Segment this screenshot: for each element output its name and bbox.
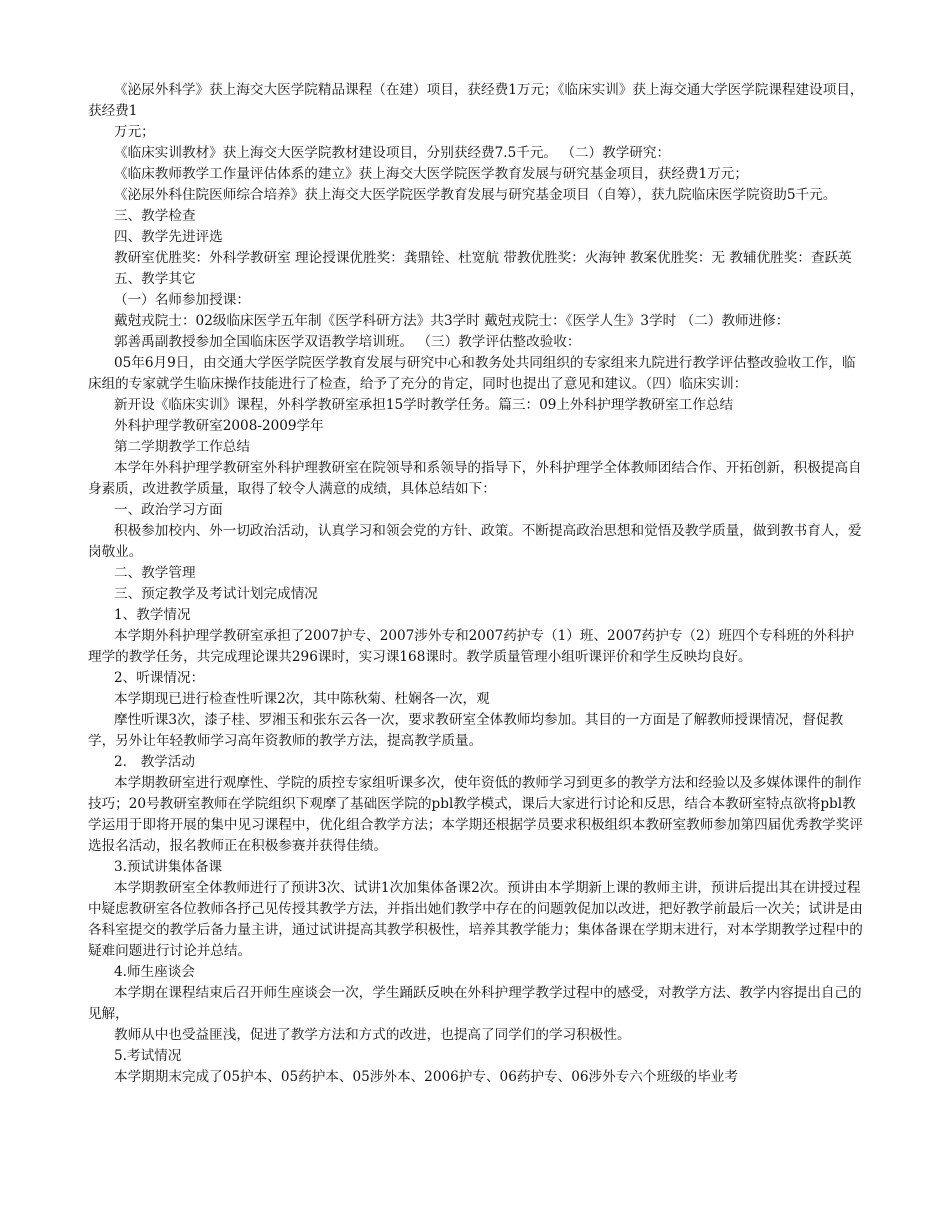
paragraph-residency-research: 《泌尿外科住院医师综合培养》获上海交大医学院医学教育发展与研究基金项目（自筹），获九院临床医学院资助5千元。 — [114, 187, 837, 203]
paragraph-textbook-funding: 《临床实训教材》获上海交大医学院教材建设项目，分别获经费7.5千元。 （二）教学研究： — [114, 145, 671, 161]
subheading-exam-status: 5.考试情况 — [114, 1048, 182, 1064]
paragraph-academician-lectures: 戴尅戎院士：02级临床医学五年制《医学科研方法》共3学时 戴尅戎院士：《医学人生》3学时 （二）教师进修： — [114, 313, 790, 329]
heading-political-study: 一、政治学习方面 — [114, 502, 223, 518]
heading-teaching-awards: 四、教学先进评选 — [114, 229, 223, 245]
paragraph-inspection-lectures: 本学期现已进行检查性听课2次，其中陈秋菊、杜娴各一次，观 — [114, 691, 490, 707]
paragraph-political-study: 积极参加校内、外一切政治活动，认真学习和领会党的方针、政策。不断提高政治思想和觉悟及教学质量，做到教书育人，爱岗敬业。 — [88, 523, 862, 560]
subheading-famous-teachers: （一）名师参加授课： — [114, 292, 250, 308]
paragraph-trial-lectures: 本学期教研室全体教师进行了预讲3次、试讲1次加集体备课2次。预讲由本学期新上课的教师主讲，预讲后提出其在讲授过程中疑虑教研室各位教师各抒己见传授其教学方法，并指出她们教学中存在的问题敦促加以改进，把好教学前最后一次关；试讲是由各科室提交的教学后备力量主讲，通过试讲提高其教学积极性，培养其教学能力；集体备课在学期末进行，对本学期教学过程中的疑难问题进行讨论并总结。 — [88, 880, 863, 959]
paragraph-workload-research: 《临床教师教学工作量评估体系的建立》获上海交大医学院医学教育发展与研究基金项目，获经费1万元； — [114, 166, 748, 182]
paragraph-clinical-training-course: 新开设《临床实训》课程，外科学教研室承担15学时教学任务。篇三：09上外科护理学教研室工作总结 — [114, 397, 734, 413]
paragraph-observation-lectures: 摩性听课3次，漆子桂、罗湘玉和张东云各一次，要求教研室全体教师均参加。其目的一方面是了解教师授课情况，督促教学，另外让年轻教师学习高年资教师的教学方法，提高教学质量。 — [88, 712, 844, 749]
paragraph-evaluation-acceptance: 05年6月9日，由交通大学医学院医学教育发展与研究中心和教务处共同组织的专家组来九院进行教学评估整改验收工作，临床组的专家就学生临床操作技能进行了检查，给予了充分的肯定，同时也提出了意见和建议。（四）临床实训： — [88, 355, 856, 392]
paragraph-exam-status: 本学期期末完成了05护本、05药护本、05涉外本、2006护专、06药护专、06涉外专六个班级的毕业考 — [114, 1069, 739, 1085]
heading-teaching-management: 二、教学管理 — [114, 565, 196, 581]
paragraph-bilingual-training: 郭善禹副教授参加全国临床医学双语教学培训班。 （三）教学评估整改验收： — [114, 334, 581, 350]
subheading-teaching-status: 1、教学情况 — [114, 607, 191, 623]
paragraph-course-funding: 《泌尿外科学》获上海交大医学院精品课程（在建）项目，获经费1万元；《临床实训》获上海交通大学医学院课程建设项目，获经费1 — [88, 82, 864, 119]
paragraph-summary-intro: 本学年外科护理学教研室外科护理教研室在院领导和系领导的指导下，外科护理学全体教师团结合作、开拓创新，积极提高自身素质，改进教学质量，取得了较令人满意的成绩，具体总结如下： — [88, 460, 862, 497]
paragraph-office-year: 外科护理学教研室2008-2009学年 — [114, 418, 324, 434]
paragraph-meeting-benefits: 教师从中也受益匪浅，促进了教学方法和方式的改进，也提高了同学们的学习积极性。 — [114, 1027, 631, 1043]
heading-teaching-inspection: 三、教学检查 — [114, 208, 196, 224]
paragraph-teaching-status: 本学期外科护理学教研室承担了2007护专、2007涉外专和2007药护专（1）班、2007药护专（2）班四个专科班的外科护理学的教学任务，共完成理论课共296课时，实习课168课时。教学质量管理小组听课评价和学生反映均良好。 — [88, 628, 855, 665]
paragraph-meeting-feedback: 本学期在课程结束后召开师生座谈会一次，学生踊跃反映在外科护理学教学过程中的感受，对教学方法、教学内容提出自己的见解， — [88, 985, 862, 1022]
subheading-trial-lectures: 3.预试讲集体备课 — [114, 859, 223, 875]
paragraph-award-winners: 教研室优胜奖：外科学教研室 理论授课优胜奖：龚鼎铨、杜宽航 带教优胜奖：火海钟 教案优胜奖：无 教辅优胜奖：查跃英 — [114, 250, 852, 266]
subheading-lecture-observation: 2、听课情况： — [114, 670, 205, 686]
paragraph-funding-unit: 万元； — [114, 124, 155, 140]
subheading-teacher-student-meeting: 4.师生座谈会 — [114, 964, 195, 980]
heading-plan-completion: 三、预定教学及考试计划完成情况 — [114, 586, 318, 602]
subheading-teaching-activities: 2． 教学活动 — [114, 754, 195, 770]
heading-teaching-other: 五、教学其它 — [114, 271, 196, 287]
paragraph-teaching-activities: 本学期教研室进行观摩性、学院的质控专家组听课多次，使年资低的教师学习到更多的教学方法和经验以及多媒体课件的制作技巧；20号教研室教师在学院组织下观摩了基础医学院的pbl教学模式，课后大家进行讨论和反思，结合本教研室特点欲将pbl教学运用于即将开展的集中见习课程中，优化组合教学方法；本学期还根据学员要求积极组织本教研室教师参加第四届优秀教学奖评选报名活动，报名教师正在积极参赛并获得佳绩。 — [88, 775, 863, 854]
paragraph-summary-title: 第二学期教学工作总结 — [114, 439, 250, 455]
document-body — [88, 80, 864, 1088]
